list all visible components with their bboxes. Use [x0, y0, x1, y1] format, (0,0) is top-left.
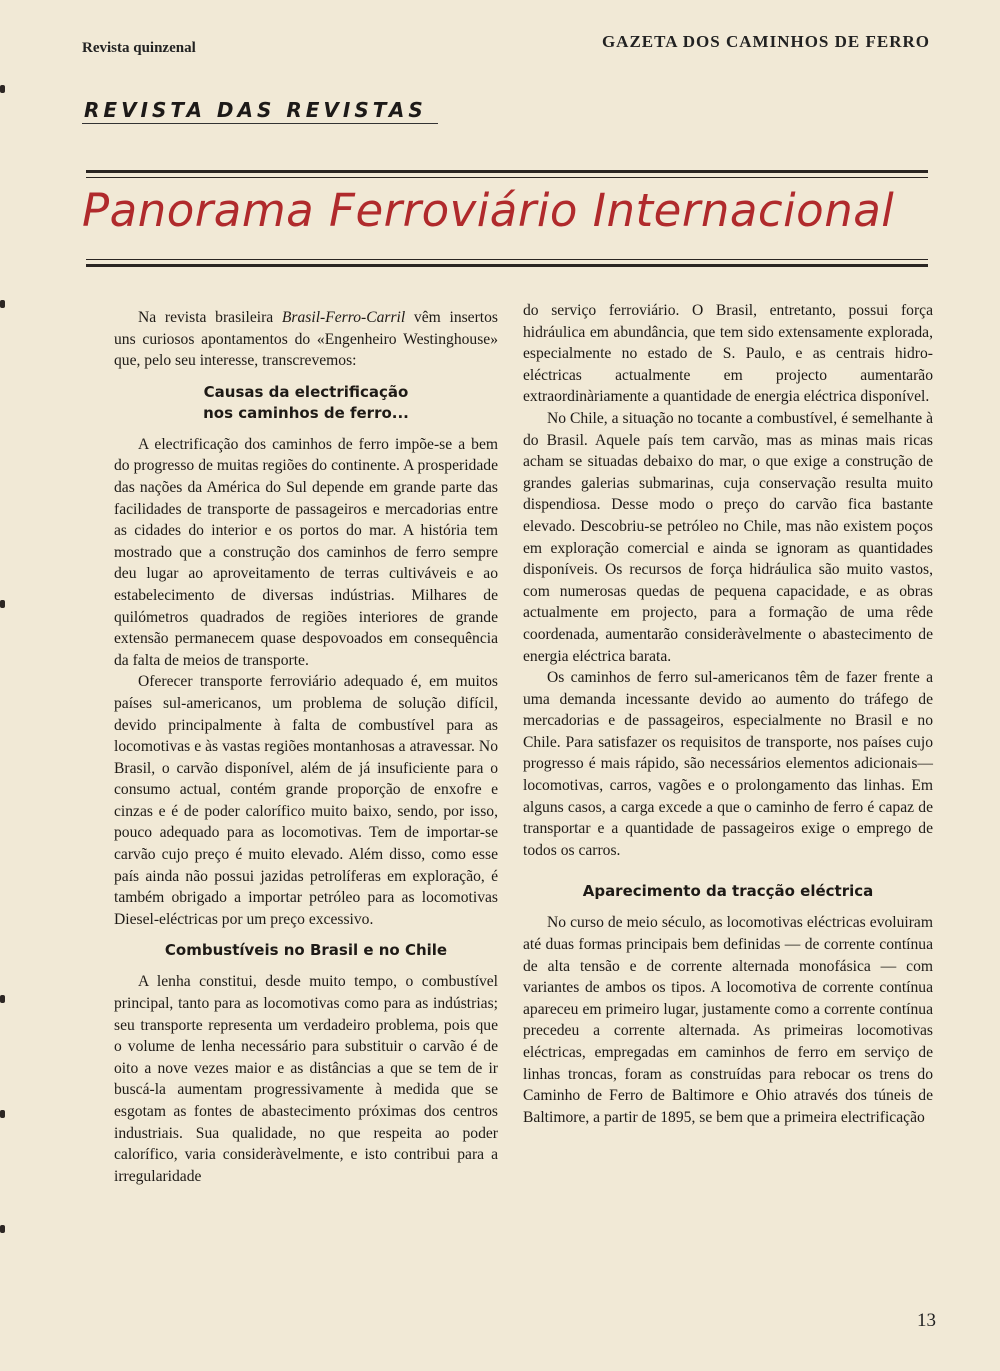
running-header-left: Revista quinzenal — [82, 40, 196, 56]
page-number: 13 — [917, 1310, 936, 1331]
subheading-causes-line1: Causas da electrificação — [203, 382, 409, 401]
binding-hole-mark — [0, 995, 5, 1003]
section-underline — [82, 123, 438, 124]
paragraph: No Chile, a situação no tocante a combustível, é semelhante à do Brasil. Aquele país tem carvão, mas as minas mais ricas acham se situadas debaixo do mar, o que exige a construção de grandes galerias submarinas, cuja conservação resulta muito dispendiosa. Desse modo o preço do carvão fica bastante elevado. Descobriu-se petróleo no Chile, mas não existem poços em exploração comercial e ainda se ignoram as quantidades disponíveis. Os recursos de força hidráulica são muito vastos, com numerosas quedas de pequena capacidade, e as obras actualmente em projecto, para a formação de uma rêde coordenada, aumentarão consideràvelmente o abastecimento de energia eléctrica barata. — [523, 409, 933, 665]
intro-suffix: vêm insertos uns curiosos apontamentos do «Engenheiro Westinghouse» que, pelo seu interesse, transcrevemos: — [114, 309, 498, 370]
binding-hole-mark — [0, 300, 5, 308]
intro-paragraph — [114, 307, 498, 372]
binding-hole-mark — [0, 600, 5, 608]
paragraph: No curso de meio século, as locomotivas eléctricas evoluiram até duas formas principais bem definidas — de corrente contínua de alta tensão e de corrente alternada monofásica — com variantes de ambos os tipos. A locomotiva de corrente contínua apareceu em primeiro lugar, justamente como a corrente contínua precedeu a corrente alternada. As primeiras locomotivas eléctricas, empregadas em caminhos de ferro em serviço de linhas troncas, foram as construídas para rebocar os trens do Caminho de Ferro de Baltimore e Ohio através dos túneis de Baltimore, a partir de 1895, se bem que a primeira electrificação — [523, 914, 933, 1126]
section-label: REVISTA DAS REVISTAS — [84, 98, 427, 122]
article-title: Panorama Ferroviário Internacional — [82, 184, 895, 237]
right-column — [523, 300, 933, 1128]
left-column — [114, 307, 498, 1187]
paragraph: Os caminhos de ferro sul-americanos têm de fazer frente a uma demanda incessante devido ao aumento do tráfego de mercadorias e de passageiros, especialmente no Brasil e no Chile. Para satisfazer os requisitos de transporte, nos países cujo progresso é mais rápido, são necessários elementos adicionais—locomotivas, carros, vagões e o prolongamento das linhas. Em alguns casos, a carga excede a que o caminho de ferro é capaz de transportar e a quantidade de passageiros exige o emprego de todos os carros. — [523, 669, 933, 859]
title-rule-bottom-thin — [86, 259, 928, 260]
binding-hole-mark — [0, 85, 5, 93]
binding-hole-mark — [0, 1110, 5, 1118]
intro-prefix: Na revista brasileira — [138, 309, 282, 326]
subheading-electric-traction: Aparecimento da tracção eléctrica — [582, 882, 874, 901]
subheading-causes — [114, 382, 498, 424]
title-rule-top-thin — [86, 177, 928, 178]
magazine-name: Brasil-Ferro-Carril — [281, 309, 406, 326]
running-header-right: GAZETA DOS CAMINHOS DE FERRO — [601, 32, 930, 51]
paragraph: A lenha constitui, desde muito tempo, o combustível principal, tanto para as locomotivas como para as indústrias; seu transporte representa um verdadeiro problema, pois que o volume de lenha necessário para substituir o carvão é de oito a nove vezes maior e as distâncias a que se tem de ir buscá-la aumentam progressivamente à medida que se esgotam as fontes de abastecimento próximas dos centros industriais. Sua qualidade, no que respeita ao poder calorífico, varia consideràvelmente, e isto contribui para a irregularidade — [114, 973, 498, 1185]
subheading-causes-line2: nos caminhos de ferro... — [203, 403, 409, 422]
title-rule-top-thick — [86, 170, 928, 173]
title-rule-bottom-thick — [86, 264, 928, 267]
subheading-fuels: Combustíveis no Brasil e no Chile — [164, 941, 448, 960]
binding-hole-mark — [0, 1225, 5, 1233]
paragraph: do serviço ferroviário. O Brasil, entretanto, possui força hidráulica em abundância, que tem sido extensamente explorada, especialmente no estado de S. Paulo, e as centrais hidro-eléctricas actualmente em projecto aumentarão extraordinàriamente a quantidade de energia eléctrica disponível. — [523, 302, 933, 406]
paragraph: Oferecer transporte ferroviário adequado é, em muitos países sul-americanos, um problema de solução difícil, devido principalmente à falta de combustível para as locomotivas e às vastas regiões montanhosas a atravessar. No Brasil, o carvão disponível, além de já insuficiente para o consumo actual, contém grande proporção de enxofre e cinzas e é de poder calorífico muito baixo, sendo, por isso, pouco adequado para as locomotivas. Tem de importar-se carvão cujo preço é muito elevado. Além disso, como esse país ainda não possui jazidas petrolíferas em exploração, é também obrigado a importar petróleo para as locomotivas Diesel-eléctricas por um preço excessivo. — [114, 673, 498, 928]
paragraph: A electrificação dos caminhos de ferro impõe-se a bem do progresso de muitas regiões do continente. A prosperidade das nações da América do Sul depende em grande parte das facilidades de transporte de passageiros e mercadorias entre as cidades do interior e os portos do mar. A história tem mostrado que a construção dos caminhos de ferro sempre deu lugar ao aproveitamento de terras cultiváveis e ao estabelecimento de diversas indústrias. Milhares de quilómetros quadrados de regiões interiores de grande extensão permanecem quase despovoados em consequência da falta de meios de transporte. — [114, 435, 498, 669]
